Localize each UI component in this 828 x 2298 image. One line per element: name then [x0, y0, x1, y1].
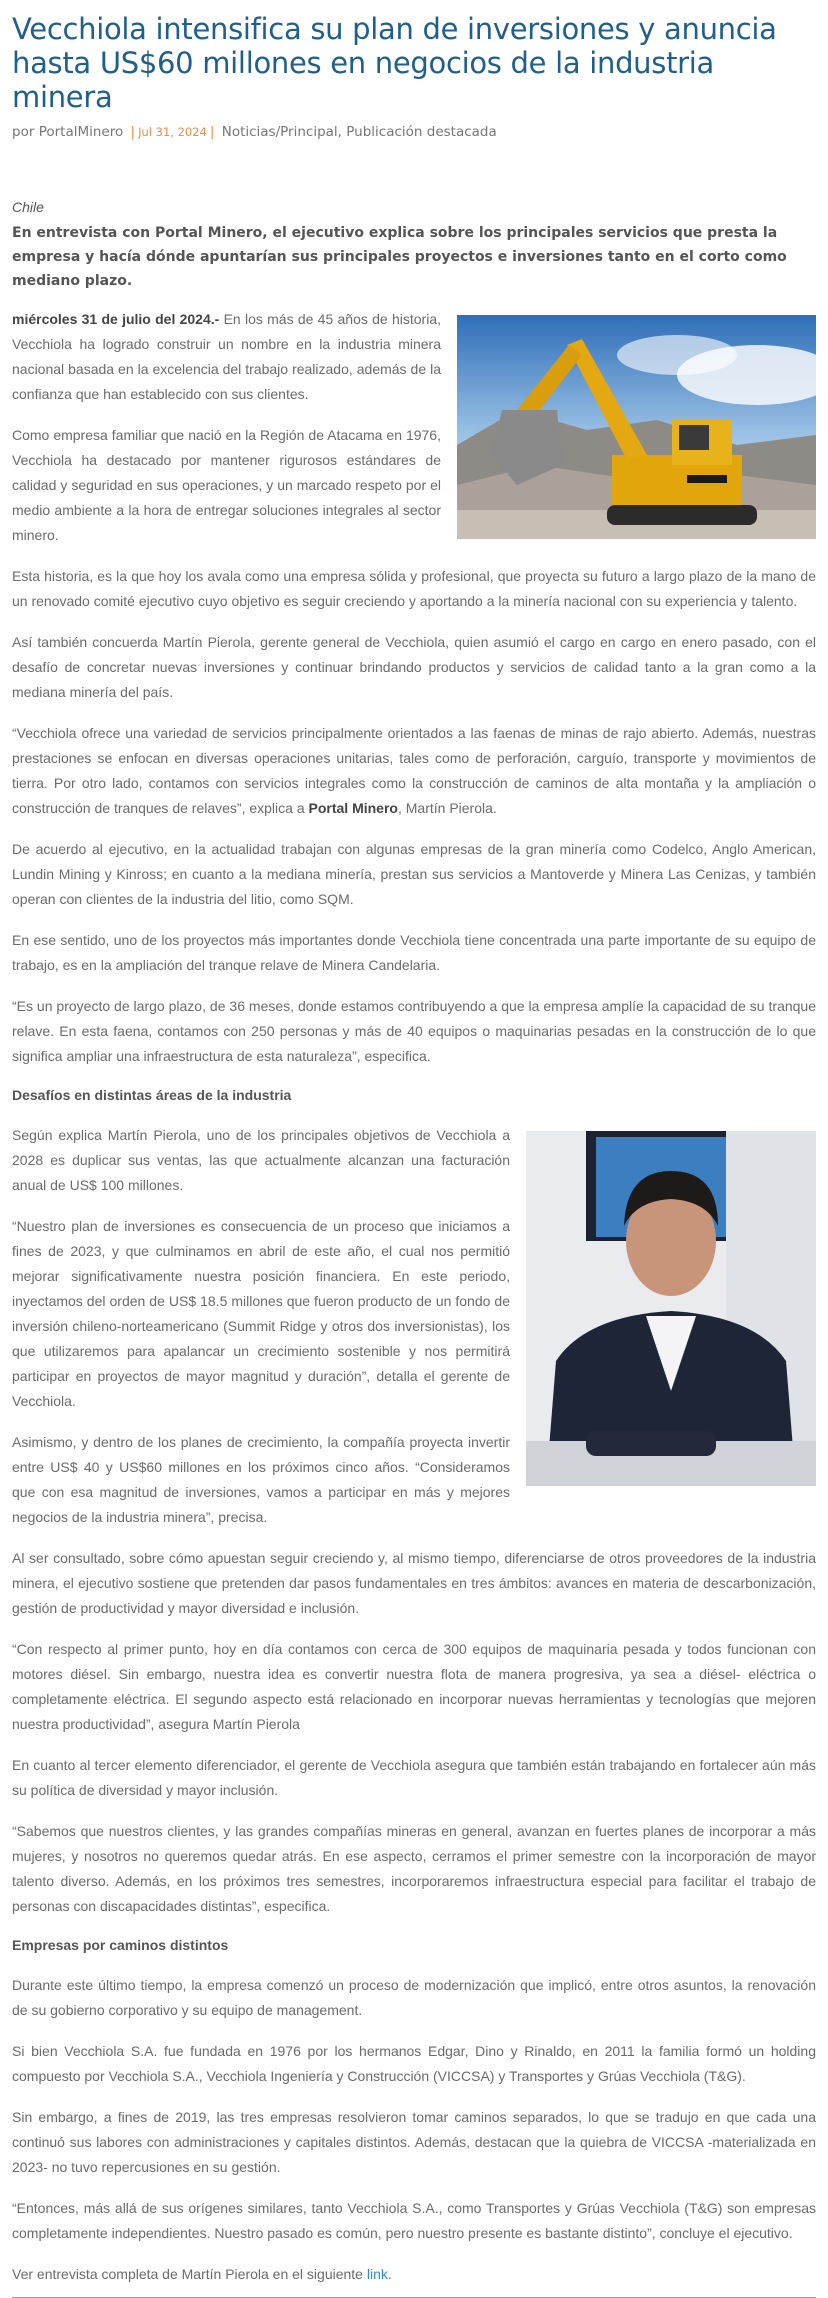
quote-attribution: , Martín Pierola.: [397, 800, 497, 816]
category-links[interactable]: Noticias/Principal, Publicación destacada: [221, 124, 497, 140]
paragraph: “Con respecto al primer punto, hoy en día contamos con cerca de 300 equipos de maquinaria pesada y todos funcionan con motores diésel. Sin embargo, nuestra idea es convertir nuestra flota de manera progresiva, ya sea a diésel- eléctrica o completamente eléctrica. El segundo aspecto está relacionado en incorporar nuevas herramientas y tecnologías que mejoren nuestra productividad”, asegura Martín Pierola: [12, 1641, 816, 1732]
paragraph: Como empresa familiar que nació en la Región de Atacama en 1976, Vecchiola ha destacado por mantener rigurosos estándares de calidad y seguridad en sus operaciones, y un marcado respeto por el medio ambiente a la hora de entregar soluciones integrales al sector minero.: [12, 427, 441, 543]
paragraph: En cuanto al tercer elemento diferenciador, el gerente de Vecchiola asegura que también están trabajando en fortalecer aún más su política de diversidad y mayor inclusión.: [12, 1757, 816, 1798]
article-byline: [12, 122, 816, 142]
paragraph: Asimismo, y dentro de los planes de crecimiento, la compañía proyecta invertir entre US$ 40 y US$60 millones en los próximos cinco años. “Consideramos que con esa magnitud de inversiones, vamos a participar en más y mejores negocios de la industria minera”, precisa.: [12, 1434, 510, 1525]
country-label: Chile: [12, 199, 44, 215]
paragraph: “Sabemos que nuestros clientes, y las grandes compañías mineras en general, avanzan en fuertes planes de incorporar a más mujeres, y nosotros no queremos quedar atrás. En ese aspecto, cerramos el primer semestre con la incorporación de mayor talento diverso. Además, en los próximos tres semestres, incorporaremos infraestructura especial para facilitar el trabajo de personas con discapacidades distintas”, especifica.: [12, 1823, 816, 1914]
paragraph: En ese sentido, uno de los proyectos más importantes donde Vecchiola tiene concentrada una parte importante de su equipo de trabajo, es en la ampliación del tranque relave de Minera Candelaria.: [12, 932, 816, 973]
publish-date: Jul 31, 2024: [138, 125, 207, 139]
section-heading-empresas: Empresas por caminos distintos: [12, 1937, 229, 1953]
byline-prefix: por: [12, 124, 35, 140]
paragraph: Esta historia, es la que hoy los avala como una empresa sólida y profesional, que proyecta su futuro a largo plazo de la mano de un renovado comité ejecutivo cuyo objetivo es seguir creciendo y aportando a la minería nacional con su experiencia y talento.: [12, 568, 816, 609]
article-lead: En entrevista con Portal Minero, el ejecutivo explica sobre los principales servicios que presta la empresa y hacía dónde apuntarían sus principales proyectos e inversiones tanto en el corto como mediano plazo.: [12, 225, 787, 289]
portal-minero-bold: Portal Minero: [308, 800, 398, 816]
interview-link[interactable]: link: [366, 2266, 388, 2282]
excavator-photo: [457, 315, 816, 539]
paragraph: “Nuestro plan de inversiones es consecuencia de un proceso que iniciamos a fines de 2023, y que culminamos en abril de este año, el cual nos permitió mejorar significativamente nuestra posición financiera. En este periodo, inyectamos del orden de US$ 18.5 millones que fueron producto de un fondo de inversión chileno-norteamericano (Summit Ridge y otros dos inversionistas), los que utilizaremos para apalancar un crecimiento sostenible y nos permitirá participar en proyectos de mayor magnitud y duración”, detalla el gerente de Vecchiola.: [12, 1218, 510, 1409]
byline-separator: |: [209, 124, 215, 140]
excavator-image-icon: [457, 315, 816, 539]
paragraph: Al ser consultado, sobre cómo apuestan seguir creciendo y, al mismo tiempo, diferenciarse de otros proveedores de la industria minera, el ejecutivo sostiene que pretenden dar pasos fundamentales en tres ámbitos: avances en materia de descarbonización, gestión de productividad y mayor diversidad e inclusión.: [12, 1550, 816, 1616]
paragraph: Sin embargo, a fines de 2019, las tres empresas resolvieron tomar caminos separados, lo que se tradujo en que cada una continuó sus labores con administraciones y capitales distintos. Además, destacan que la quiebra de VICCSA -materializada en 2023- no tuvo repercusiones en su gestión.: [12, 2109, 816, 2175]
quote-text: “Vecchiola ofrece una variedad de servicios principalmente orientados a las faenas de minas de rajo abierto. Además, nuestras prestaciones se enfocan en diversas operaciones unitarias, tales como de perforación, carguío, transporte y movimientos de tierra. Por otro lado, contamos con servicios integrales como la construcción de caminos de alta montaña y la ampliación o construcción de tranques de relaves”, explica a: [12, 725, 816, 816]
section-heading-desafios: Desafíos en distintas áreas de la industria: [12, 1087, 292, 1103]
intro-date: miércoles 31 de julio del 2024.-: [12, 311, 220, 327]
byline-separator: |: [130, 124, 136, 140]
author-link[interactable]: PortalMinero: [38, 124, 124, 140]
article-body: [12, 307, 816, 2298]
paragraph: Así también concuerda Martín Pierola, gerente general de Vecchiola, quien asumió el cargo en cargo en enero pasado, con el desafío de concretar nuevas inversiones y continuar brindando productos y servicios de calidad tanto a la gran como a la mediana minería del país.: [12, 634, 816, 700]
intro-text: En los más de 45 años de historia, Vecchiola ha logrado construir un nombre en la industria minera nacional basada en la excelencia del trabajo realizado, además de la confianza que han establecido con sus clientes.: [12, 311, 441, 402]
paragraph: “Es un proyecto de largo plazo, de 36 meses, donde estamos contribuyendo a que la empresa amplíe la capacidad de su tranque relave. En esta faena, contamos con 250 personas y más de 40 equipos o maquinarias pesadas en la construcción de lo que significa ampliar una infraestructura de esta naturaleza”, especifica.: [12, 998, 816, 1064]
paragraph: “Entonces, más allá de sus orígenes similares, tanto Vecchiola S.A., como Transportes y Grúas Vecchiola (T&G) son empresas completamente independientes. Nuestro pasado es común, pero nuestro presente es bastante distinto”, concluye el ejecutivo.: [12, 2200, 816, 2241]
article-title: Vecchiola intensifica su plan de inversiones y anuncia hasta US$60 millones en negocios de la industria minera: [12, 12, 777, 114]
paragraph: De acuerdo al ejecutivo, en la actualidad trabajan con algunas empresas de la gran minería como Codelco, Anglo American, Lundin Mining y Kinross; en cuanto a la mediana minería, prestan sus servicios a Mantoverde y Minera Las Cenizas, y también operan con clientes de la industria del litio, como SQM.: [12, 841, 816, 907]
executive-photo: [526, 1131, 816, 1486]
paragraph-quote: [12, 721, 816, 821]
portrait-image-icon: [526, 1131, 816, 1486]
paragraph: Según explica Martín Pierola, uno de los principales objetivos de Vecchiola a 2028 es duplicar sus ventas, las que actualmente alcanzan una facturación anual de US$ 100 millones.: [12, 1127, 510, 1193]
link-intro-text: Ver entrevista completa de Martín Pierola en el siguiente: [12, 2266, 367, 2282]
paragraph: Durante este último tiempo, la empresa comenzó un proceso de modernización que implicó, entre otros asuntos, la renovación de su gobierno corporativo y su equipo de management.: [12, 1977, 816, 2018]
paragraph: Si bien Vecchiola S.A. fue fundada en 1976 por los hermanos Edgar, Dino y Rinaldo, en 2011 la familia formó un holding compuesto por Vecchiola S.A., Vecchiola Ingeniería y Construcción (VICCSA) y Transportes y Grúas Vecchiola (T&G).: [12, 2043, 816, 2084]
paragraph-link: [12, 2262, 816, 2287]
link-period: .: [387, 2266, 392, 2282]
